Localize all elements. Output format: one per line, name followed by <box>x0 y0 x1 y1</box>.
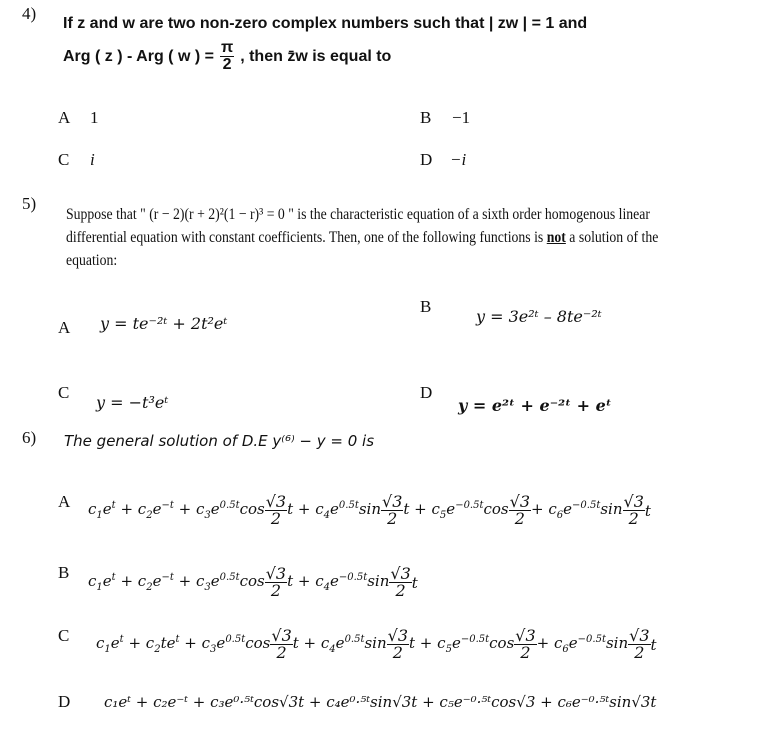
q6-option-a-expression: $c_1e^t + c_2e^{-t} + c_3e^{0.5t}\cos$ $\frac{√3}{2}$ $t + c_4e^{0.5t}\sin$ $\frac{√3}{2}$ $t + c_5e^{-0.5t}\cos$ $\frac{√3}{2}$ + $c_6e^{-0.5t}\sin$ $\frac{√3}{2}$ t <box>88 492 651 528</box>
q4-option-a-text: 1 <box>90 108 99 127</box>
question-4-line2-post: , then z̄w is equal to <box>240 47 392 65</box>
q4-option-d-text: −i <box>450 150 467 169</box>
two: 2 <box>387 509 398 528</box>
q4-option-a-letter: A <box>58 108 71 127</box>
question-4-line2-pre: Arg ( z ) - Arg ( w ) = <box>63 47 214 65</box>
question-4-line1: If z and w are two non-zero complex numbers such that | zw | = 1 and <box>63 15 588 32</box>
pi-over-2-fraction <box>220 40 234 73</box>
two: 2 <box>276 643 287 662</box>
sqrt3: √3 <box>265 564 287 583</box>
question-5-line2 <box>66 227 658 249</box>
sqrt3: √3 <box>629 626 650 645</box>
question-5-line3: equation: <box>66 252 118 269</box>
q5-option-a-text: y = te⁻²ᵗ + 2t²eᵗ <box>100 314 228 333</box>
sqrt3: √3 <box>390 564 411 583</box>
two: 2 <box>395 581 406 600</box>
q6-option-c-expression: $c_1e^t + c_2te^t + c_3e^{0.5t}\cos$ $\frac{√3}{2}$ $t + c_4e^{0.5t}\sin$ $\frac{√3}{2}$ $t + c_5e^{-0.5t}\cos$ $\frac{√3}{2}$ + $c_6e^{-0.5t}\sin$ $\frac{√3}{2}$ t <box>96 626 657 662</box>
q5-option-d-letter: D <box>420 383 433 402</box>
question-5-line1: Suppose that " (r − 2)(r + 2)²(1 − r)³ = 0 " is the characteristic equation of a sixth order homogenous linear <box>66 206 650 223</box>
q5-option-c-letter: C <box>58 383 70 402</box>
two: 2 <box>634 643 645 662</box>
question-6-number: 6) <box>22 428 37 447</box>
q4-option-d-letter: D <box>420 150 433 169</box>
two: 2 <box>270 509 282 528</box>
question-4-number: 4) <box>22 4 37 23</box>
sqrt3: √3 <box>387 626 409 645</box>
q6-option-b-letter: B <box>58 563 70 582</box>
q5-option-c-text: y = −t³eᵗ <box>96 393 169 412</box>
two: 2 <box>270 581 282 600</box>
two: 2 <box>520 643 531 662</box>
sqrt3: √3 <box>515 626 536 645</box>
q4-option-b-letter: B <box>420 108 432 127</box>
q6-option-d-expression: c₁eᵗ + c₂e⁻ᵗ + c₃e⁰·⁵ᵗcos√3t + c₄e⁰·⁵ᵗsin√3t + c₅e⁻⁰·⁵ᵗcos√3 + c₆e⁻⁰·⁵ᵗsin√3t <box>104 693 657 711</box>
q6-option-a-letter: A <box>58 492 71 511</box>
sqrt3: √3 <box>382 492 403 511</box>
q6-option-c-letter: C <box>58 626 70 645</box>
q4-option-c-letter: C <box>58 150 70 169</box>
q5-option-a-letter: A <box>58 318 71 337</box>
q5-option-b-letter: B <box>420 297 432 316</box>
fraction-numerator: π <box>220 39 234 56</box>
sqrt3: √3 <box>271 626 292 645</box>
q5-option-d-text: y = e²ᵗ + e⁻²ᵗ + eᵗ <box>458 396 612 415</box>
sqrt3: √3 <box>623 492 644 511</box>
question-6-text: The general solution of D.E y⁽⁶⁾ − y = 0 is <box>64 432 375 450</box>
question-5-line2-start: differential equation with constant coefficients. Then, one of the following functions is <box>66 229 544 246</box>
q6-option-d-letter: D <box>58 692 71 711</box>
question-5-number: 5) <box>22 194 37 213</box>
two: 2 <box>392 643 403 662</box>
q6-option-b-expression: $c_1e^t + c_2e^{-t} + c_3e^{0.5t}\cos$ $\frac{√3}{2}$ $t + c_4e^{-0.5t}\sin$ $\frac{√3}{2}$ t <box>88 564 418 600</box>
q5-option-b-text: y = 3e²ᵗ – 8te⁻²ᵗ <box>476 307 602 326</box>
two: 2 <box>514 509 525 528</box>
q4-option-b-text: −1 <box>452 108 471 127</box>
sqrt3: √3 <box>265 492 287 511</box>
two: 2 <box>628 509 639 528</box>
question-5-line2-end: a solution of the <box>569 229 659 246</box>
fraction-denominator: 2 <box>222 56 232 73</box>
question-5-not-emphasis: not <box>546 229 566 246</box>
q4-option-c-text: i <box>90 150 95 169</box>
question-4-line2 <box>63 40 391 73</box>
sqrt3: √3 <box>509 492 531 511</box>
